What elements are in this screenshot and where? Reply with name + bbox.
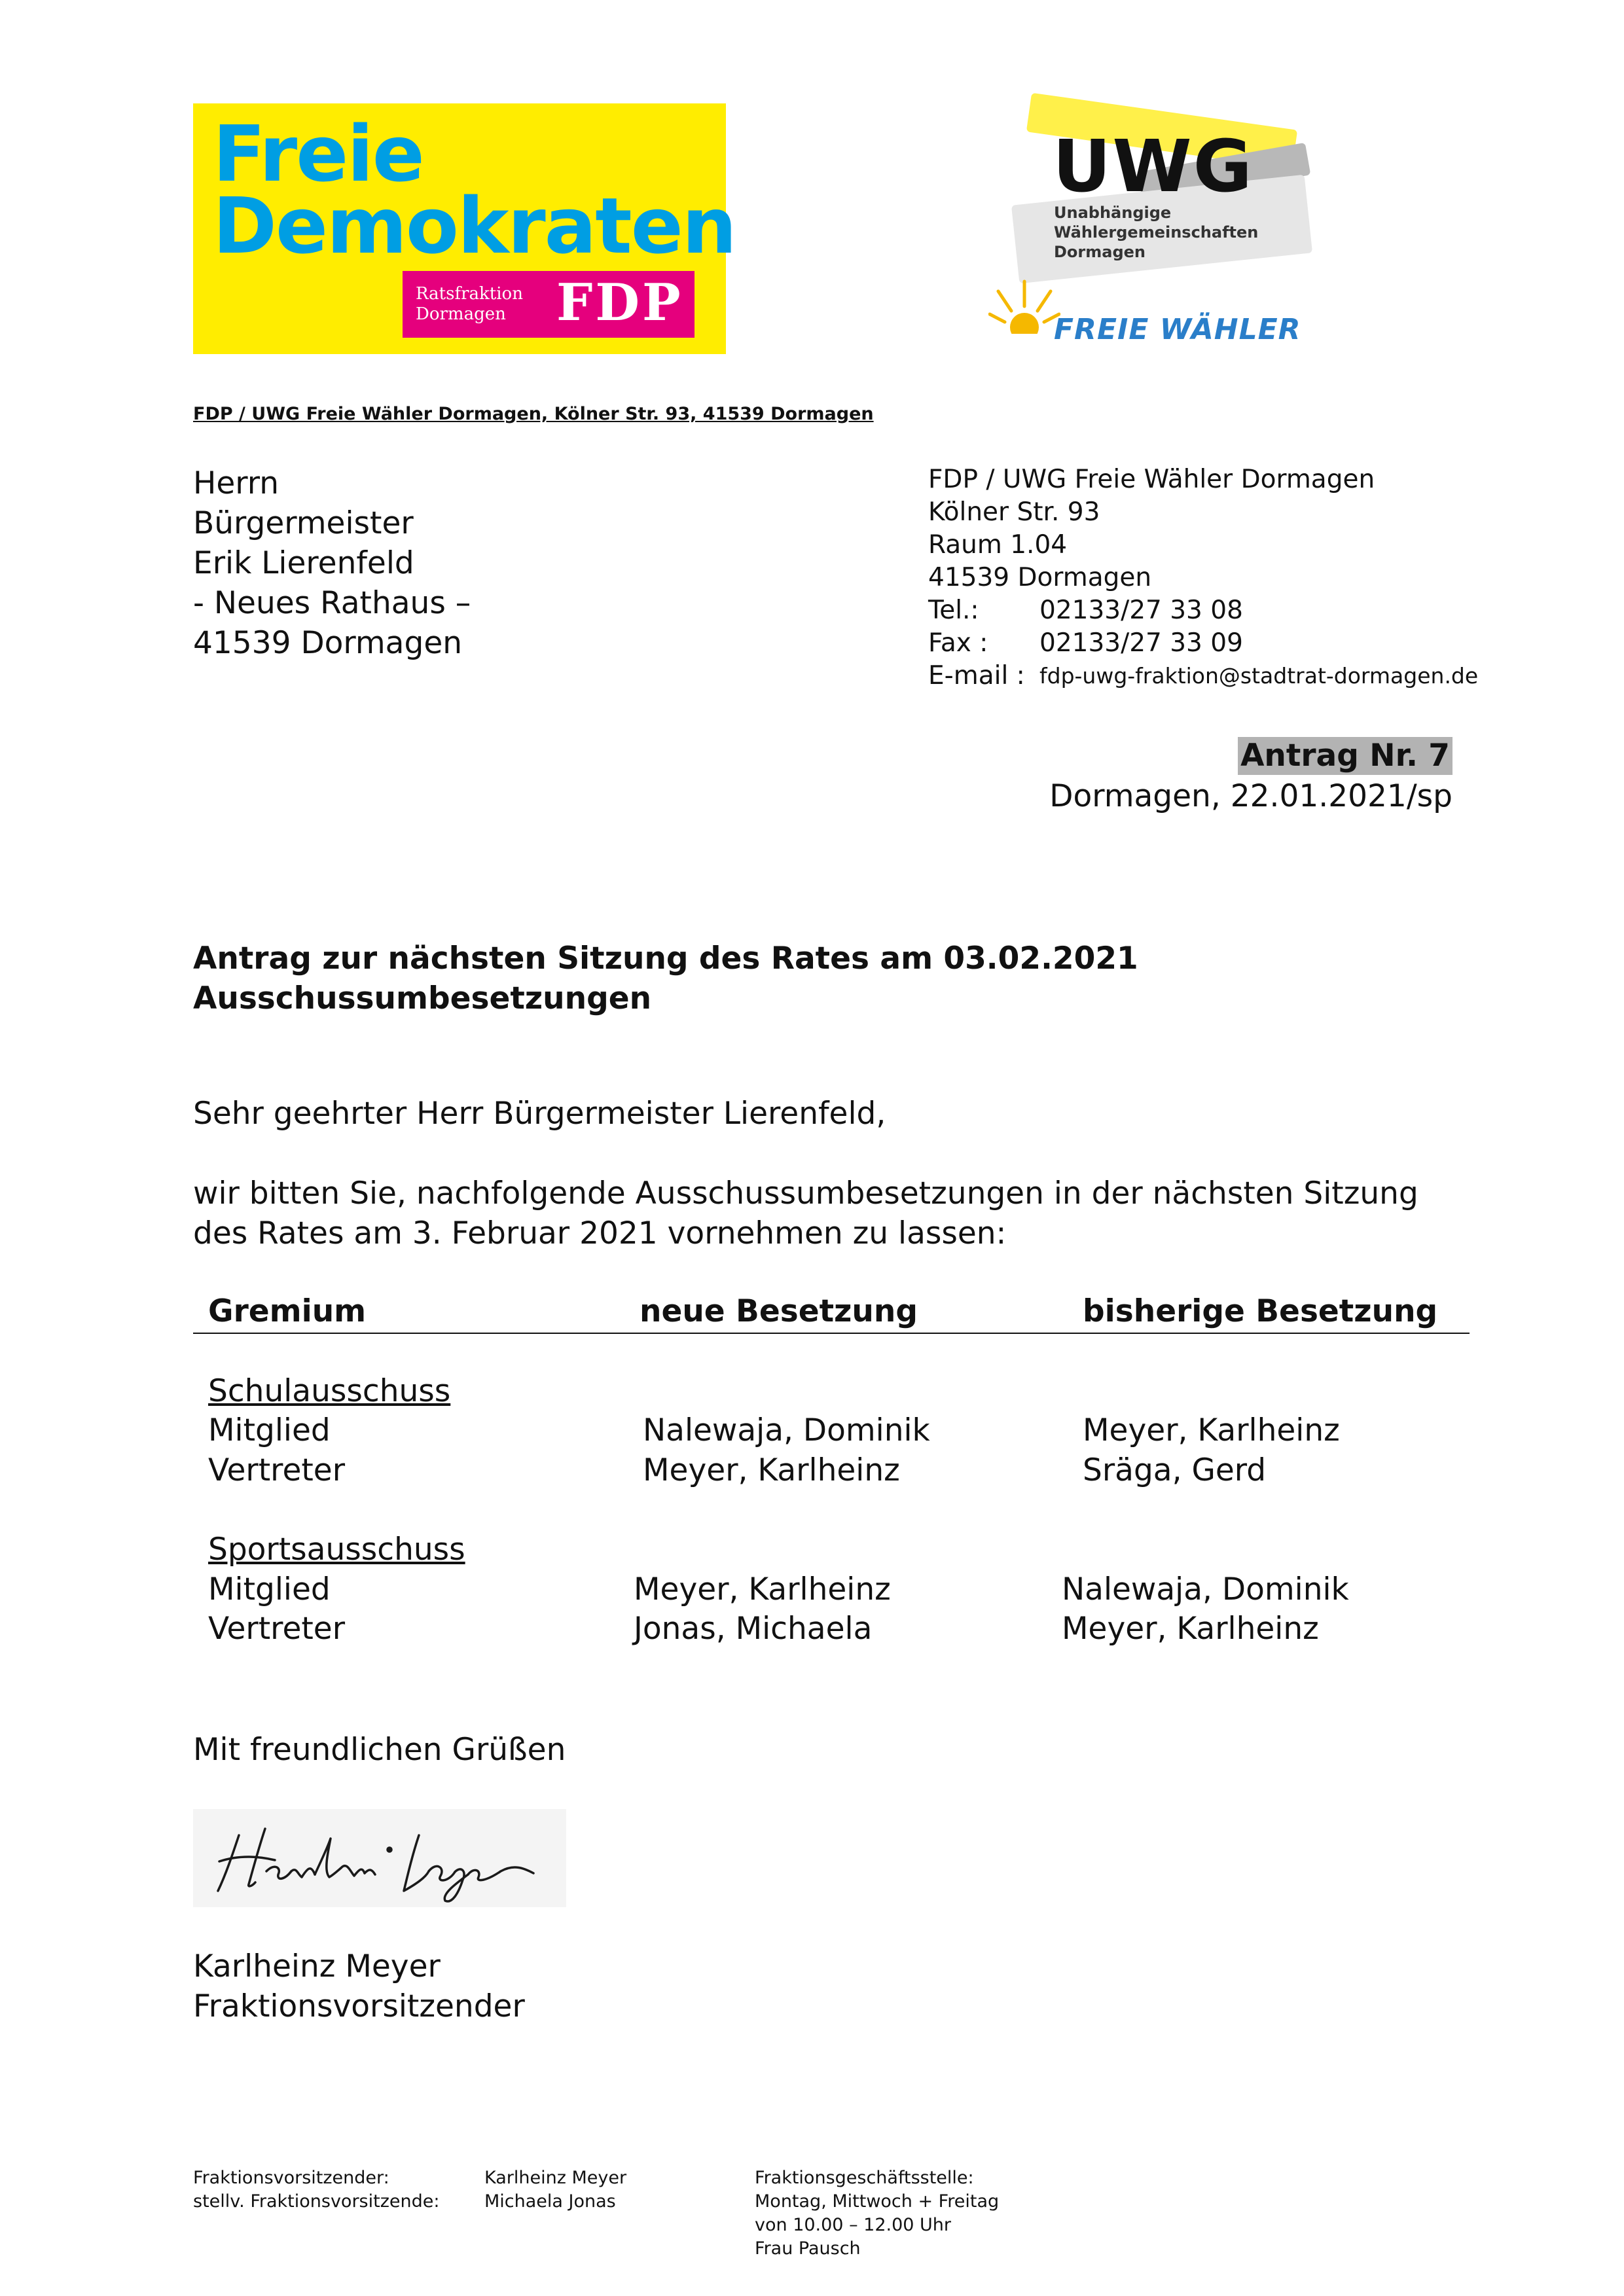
footer-col-names [484,2166,626,2214]
fdp-logo-line1: Freie [213,109,424,199]
subject-line: Antrag zur nächsten Sitzung des Rates am 03.02.2021 [193,941,1138,977]
signature-image [193,1809,566,1907]
contact-name: FDP / UWG Freie Wähler Dormagen [928,465,1375,494]
contact-street: Kölner Str. 93 [928,497,1100,527]
uwg-logo-subtitle-line1: Unabhängige [1054,204,1172,222]
fdp-logo-ratsfraktion-line2: Dormagen [416,304,506,325]
table-cell-old: Meyer, Karlheinz [1083,1412,1340,1448]
signer-name: Karlheinz Meyer [193,1948,441,1984]
table-header-new: neue Besetzung [640,1293,918,1329]
fdp-logo-ratsfraktion-line1: Ratsfraktion [416,284,523,304]
footer-line: Fraktionsgeschäftsstelle: [755,2168,974,2188]
contact-tel-row [928,594,1478,627]
fdp-logo-badge [403,271,695,338]
contact-email: fdp-uwg-fraktion@stadtrat-dormagen.de [1039,663,1479,689]
sun-icon [988,275,1060,334]
contact-email-row [928,660,1478,692]
uwg-logo-subtitle-line2: Wählergemeinschaften [1054,223,1259,242]
recipient-line: Herrn [193,465,280,501]
footer-col-roles [193,2166,439,2214]
uwg-logo-subtitle [1054,203,1258,262]
table-cell-old: Nalewaja, Dominik [1062,1571,1349,1607]
table-cell-old: Sräga, Gerd [1083,1452,1267,1488]
section-title: Sportsausschuss [208,1532,465,1568]
footer-line: stellv. Fraktionsvorsitzende: [193,2191,440,2212]
table-cell-new: Meyer, Karlheinz [634,1571,891,1607]
footer-line: Karlheinz Meyer [484,2168,627,2188]
table-header-rule [193,1333,1470,1334]
contact-tel-label: Tel.: [928,596,979,625]
footer-line: Frau Pausch [755,2238,861,2259]
fdp-logo-ratsfraktion [416,284,523,325]
uwg-logo-freie-waehler: FREIE WÄHLER [1054,313,1301,346]
contact-city: 41539 Dormagen [928,563,1152,592]
table-cell-new: Nalewaja, Dominik [643,1412,930,1448]
contact-fax: 02133/27 33 09 [1039,628,1243,658]
contact-tel: 02133/27 33 08 [1039,596,1243,625]
table-header-old: bisherige Besetzung [1083,1293,1438,1329]
footer-line: Michaela Jonas [484,2191,616,2212]
table-cell-old: Meyer, Karlheinz [1062,1611,1319,1647]
salutation: Sehr geehrter Herr Bürgermeister Lierenfeld, [193,1096,886,1132]
table-cell-new: Meyer, Karlheinz [643,1452,900,1488]
contact-block [928,463,1478,692]
body-text [193,1174,1418,1253]
recipient-line: Bürgermeister [193,505,414,541]
uwg-logo-subtitle-line3: Dormagen [1054,243,1146,261]
subject-line: Ausschussumbesetzungen [193,980,652,1016]
signer-block [193,1946,525,2026]
date-line: Dormagen, 22.01.2021/sp [1049,778,1453,814]
table-cell-role: Mitglied [208,1571,331,1607]
antrag-number: Antrag Nr. 7 [1238,737,1453,775]
uwg-logo-name: UWG [1053,124,1254,208]
subject [193,939,1138,1018]
table-header-gremium: Gremium [208,1293,367,1329]
uwg-logo [988,105,1316,353]
footer-line: von 10.00 – 12.00 Uhr [755,2215,952,2235]
recipient-line: 41539 Dormagen [193,625,463,661]
closing: Mit freundlichen Grüßen [193,1732,566,1768]
signature [193,1809,566,1907]
signer-title: Fraktionsvorsitzender [193,1988,525,2024]
table-cell-role: Vertreter [208,1452,346,1488]
fdp-logo-party: FDP [556,273,683,332]
table-cell-role: Vertreter [208,1611,346,1647]
body-line: des Rates am 3. Februar 2021 vornehmen zu lassen: [193,1215,1007,1251]
sender-return-address: FDP / UWG Freie Wähler Dormagen, Kölner Str. 93, 41539 Dormagen [193,404,874,424]
recipient-line: Erik Lierenfeld [193,545,414,581]
footer-line: Fraktionsvorsitzender: [193,2168,389,2188]
contact-fax-label: Fax : [928,628,988,658]
body-line: wir bitten Sie, nachfolgende Ausschussumbesetzungen in der nächsten Sitzung [193,1175,1418,1211]
recipient-address [193,463,471,663]
contact-fax-row [928,627,1478,660]
table-cell-new: Jonas, Michaela [634,1611,873,1647]
contact-email-label: E-mail : [928,661,1025,691]
footer-line: Montag, Mittwoch + Freitag [755,2191,1000,2212]
fdp-logo-line2: Demokraten [213,181,736,271]
table-cell-role: Mitglied [208,1412,331,1448]
recipient-line: - Neues Rathaus – [193,585,471,621]
fdp-logo [193,103,736,354]
contact-room: Raum 1.04 [928,530,1068,560]
footer-col-office [755,2166,999,2261]
section-title: Schulausschuss [208,1373,451,1409]
